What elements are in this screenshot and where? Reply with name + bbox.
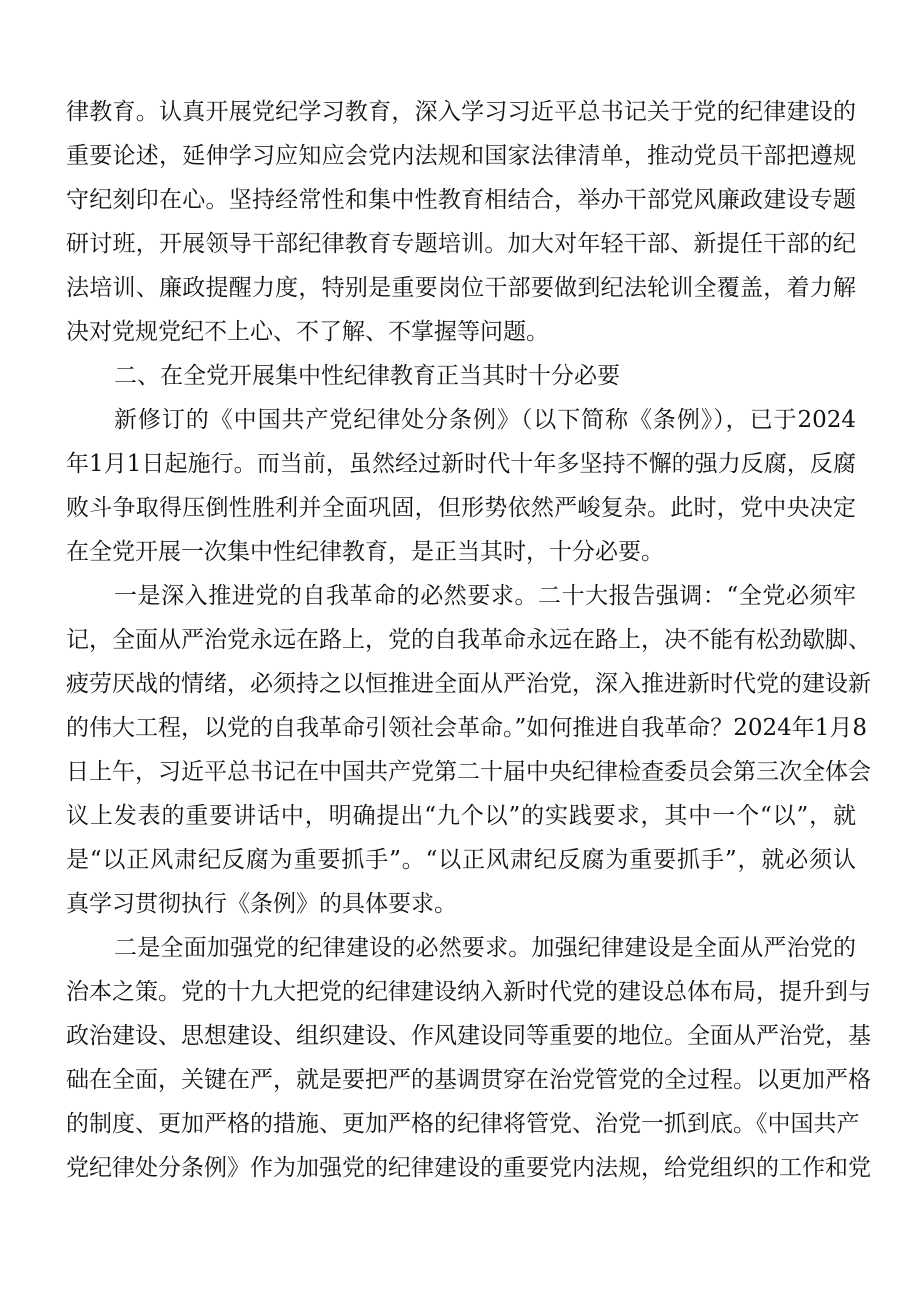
body-line: 律教育。认真开展党纪学习教育，深入学习习近平总书记关于党的纪律建设的: [66, 99, 856, 125]
section-heading: 二、在全党开展集中性纪律教育正当其时十分必要: [114, 363, 620, 389]
body-line: 二是全面加强党的纪律建设的必然要求。加强纪律建设是全面从严治党的: [114, 935, 856, 961]
body-line: 决对党规党纪不上心、不了解、不掌握等问题。: [66, 319, 549, 345]
body-line: 败斗争取得压倒性胜利并全面巩固，但形势依然严峻复杂。此时，党中央决定: [66, 495, 856, 521]
body-line: 新修订的《中国共产党纪律处分条例》（以下简称《条例》），已于2024: [114, 407, 856, 433]
body-line: 党纪律处分条例》作为加强党的纪律建设的重要党内法规，给党组织的工作和党: [66, 1155, 871, 1181]
body-line: 研讨班，开展领导干部纪律教育专题培训。加大对年轻干部、新提任干部的纪: [66, 231, 856, 257]
body-line: 治本之策。党的十九大把党的纪律建设纳入新时代党的建设总体布局，提升到与: [66, 979, 871, 1005]
body-line: 守纪刻印在心。坚持经常性和集中性教育相结合，举办干部党风廉政建设专题: [66, 187, 856, 213]
body-line: 础在全面，关键在严，就是要把严的基调贯穿在治党管党的全过程。以更加严格: [66, 1067, 871, 1093]
body-line: 的伟大工程，以党的自我革命引领社会革命。”如何推进自我革命？2024年1月8: [66, 715, 868, 741]
body-line: 在全党开展一次集中性纪律教育，是正当其时，十分必要。: [66, 539, 664, 565]
body-line: 年1月1日起施行。而当前，虽然经过新时代十年多坚持不懈的强力反腐，反腐: [66, 451, 856, 477]
body-line: 真学习贯彻执行《条例》的具体要求。: [66, 891, 457, 917]
body-line: 是“以正风肃纪反腐为重要抓手”。“以正风肃纪反腐为重要抓手”，就必须认: [66, 847, 856, 873]
body-line: 记，全面从严治党永远在路上，党的自我革命永远在路上，决不能有松劲歇脚、: [66, 627, 871, 653]
body-line: 疲劳厌战的情绪，必须持之以恒推进全面从严治党，深入推进新时代党的建设新: [66, 671, 871, 697]
body-line: 政治建设、思想建设、组织建设、作风建设同等重要的地位。全面从严治党，基: [66, 1023, 871, 1049]
body-line: 日上午，习近平总书记在中国共产党第二十届中央纪律检查委员会第三次全体会: [66, 759, 871, 785]
body-line: 的制度、更加严格的措施、更加严格的纪律将管党、治党一抓到底。《中国共产: [66, 1111, 860, 1137]
body-line: 重要论述，延伸学习应知应会党内法规和国家法律清单，推动党员干部把遵规: [66, 143, 856, 169]
body-line: 议上发表的重要讲话中，明确提出“九个以”的实践要求，其中一个“以”，就: [66, 803, 856, 829]
body-line: 法培训、廉政提醒力度，特别是重要岗位干部要做到纪法轮训全覆盖，着力解: [66, 275, 856, 301]
body-line: 一是深入推进党的自我革命的必然要求。二十大报告强调：“全党必须牢: [114, 583, 856, 609]
